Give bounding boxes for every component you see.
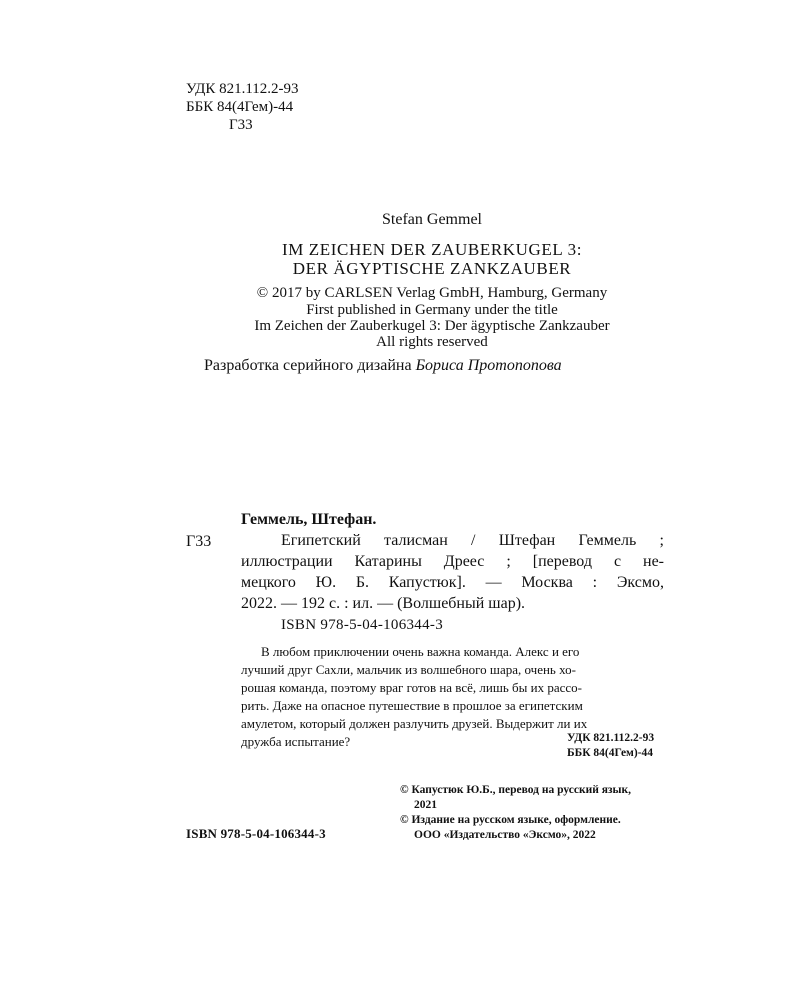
translation-copyright-year: 2021 (414, 799, 437, 811)
record-code: Г33 (186, 533, 212, 550)
rights-line-2: First published in Germany under the title (306, 302, 558, 318)
design-credit-prefix: Разработка серийного дизайна (204, 357, 416, 374)
annotation-line-3: рошая команда, поэтому враг готов на всё, лишь бы их рассо- (241, 680, 582, 695)
annotation-line-6: дружба испытание? (241, 734, 351, 749)
author-mark-code: Г33 (229, 117, 253, 133)
bbk-code: ББК 84(4Гем)-44 (186, 99, 294, 115)
translation-copyright: © Капустюк Ю.Б., перевод на русский язык, (400, 784, 632, 796)
udk-code: УДК 821.112.2-93 (186, 81, 299, 97)
rights-line-1: © 2017 by CARLSEN Verlag GmbH, Hamburg, Germany (256, 285, 608, 301)
publisher-copyright: ООО «Издательство «Эксмо», 2022 (414, 829, 596, 841)
record-line-3: мецкого Ю. Б. Капустюк]. — Москва : Эксмо, (241, 574, 664, 591)
record-line-2: иллюстрации Катарины Дреес ; [перевод с не- (241, 553, 664, 570)
record-author: Геммель, Штефан. (241, 511, 377, 528)
annotation-line-5: амулетом, который должен разлучить друзей. Выдержит ли их (241, 716, 588, 731)
annotation-line-2: лучший друг Сахли, мальчик из волшебного шара, очень хо- (241, 662, 576, 677)
original-title-line-1: IM ZEICHEN DER ZAUBERKUGEL 3: (281, 240, 583, 259)
annotation-udk: УДК 821.112.2-93 (567, 732, 655, 744)
record-isbn: ISBN 978-5-04-106344-3 (281, 617, 444, 633)
record-line-4: 2022. — 192 с. : ил. — (Волшебный шар). (241, 595, 526, 612)
record-description (241, 530, 664, 614)
annotation-line-1: В любом приключении очень важна команда. Алекс и его (261, 644, 580, 659)
original-title-line-2: DER ÄGYPTISCHE ZANKZAUBER (292, 259, 572, 278)
annotation-line-4: рить. Даже на опасное путешествие в прошлое за египетским (241, 698, 583, 713)
original-author: Stefan Gemmel (382, 211, 482, 228)
design-credit-name: Бориса Протопопова (415, 357, 562, 374)
series-design-credit (204, 357, 562, 375)
bottom-isbn: ISBN 978-5-04-106344-3 (186, 826, 326, 841)
record-line-1: Египетский талисман / Штефан Геммель ; (281, 532, 664, 549)
annotation-bbk: ББК 84(4Гем)-44 (567, 747, 654, 759)
rights-line-3: Im Zeichen der Zauberkugel 3: Der ägyptische Zankzauber (254, 318, 610, 334)
edition-copyright: © Издание на русском языке, оформление. (400, 814, 621, 826)
rights-line-4: All rights reserved (376, 334, 488, 350)
